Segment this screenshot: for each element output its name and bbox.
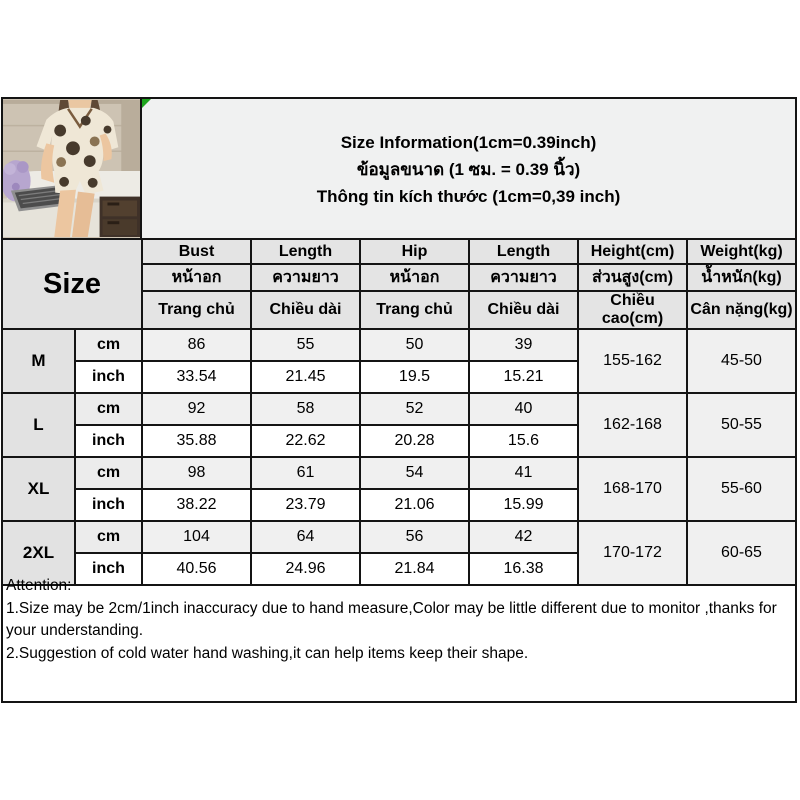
unit-label: inch [75, 489, 142, 521]
attention-note-2: 2.Suggestion of cold water hand washing,it can help items keep their shape. [6, 644, 529, 662]
value-cell: 40 [469, 393, 578, 425]
value-cell: 33.54 [142, 361, 251, 393]
height-range-m: 155-162 [578, 329, 687, 393]
value-cell: 55 [251, 329, 360, 361]
weight-range-2xl: 60-65 [687, 521, 796, 585]
col-header-weight-th: น้ำหนัก(kg) [687, 264, 796, 291]
size-label-xl: XL [2, 457, 75, 521]
title-vietnamese: Thông tin kích thước (1cm=0,39 inch) [316, 187, 621, 206]
unit-label: cm [75, 521, 142, 553]
col-header-weight-vi: Cân nặng(kg) [687, 291, 796, 329]
value-cell: 23.79 [251, 489, 360, 521]
col-header-hip-vi: Trang chủ [360, 291, 469, 329]
size-label-2xl: 2XL [2, 521, 75, 585]
col-header-height-en: Height(cm) [578, 239, 687, 264]
value-cell: 98 [142, 457, 251, 489]
row-m-cm [2, 329, 796, 361]
value-cell: 40.56 [142, 553, 251, 585]
value-cell: 35.88 [142, 425, 251, 457]
unit-label: cm [75, 457, 142, 489]
value-cell: 38.22 [142, 489, 251, 521]
value-cell: 86 [142, 329, 251, 361]
weight-range-l: 50-55 [687, 393, 796, 457]
header-row-english [2, 239, 796, 264]
weight-range-m: 45-50 [687, 329, 796, 393]
value-cell: 15.6 [469, 425, 578, 457]
unit-label: inch [75, 553, 142, 585]
col-header-weight-en: Weight(kg) [687, 239, 796, 264]
value-cell: 56 [360, 521, 469, 553]
row-xl-cm [2, 457, 796, 489]
row-l-cm [2, 393, 796, 425]
value-cell: 39 [469, 329, 578, 361]
col-header-length1-th: ความยาว [251, 264, 360, 291]
value-cell: 19.5 [360, 361, 469, 393]
attention-notes [6, 575, 792, 665]
unit-label: inch [75, 425, 142, 457]
col-header-hip-en: Hip [360, 239, 469, 264]
size-table [1, 238, 797, 586]
value-cell: 58 [251, 393, 360, 425]
size-header-cell: Size [2, 239, 142, 329]
product-photo [1, 97, 142, 240]
value-cell: 41 [469, 457, 578, 489]
value-cell: 21.45 [251, 361, 360, 393]
value-cell: 92 [142, 393, 251, 425]
size-label-l: L [2, 393, 75, 457]
unit-label: inch [75, 361, 142, 393]
row-2xl-cm [2, 521, 796, 553]
height-range-2xl: 170-172 [578, 521, 687, 585]
attention-note-1: 1.Size may be 2cm/1inch inaccuracy due to hand measure,Color may be little different due to monitor ,thanks for your understanding. [6, 599, 777, 639]
col-header-length2-th: ความยาว [469, 264, 578, 291]
value-cell: 61 [251, 457, 360, 489]
height-range-l: 162-168 [578, 393, 687, 457]
col-header-hip-th: หน้าอก [360, 264, 469, 291]
col-header-length1-en: Length [251, 239, 360, 264]
title-thai: ข้อมูลขนาด (1 ซม. = 0.39 นิ้ว) [356, 160, 581, 179]
value-cell: 16.38 [469, 553, 578, 585]
col-header-height-vi: Chiều cao(cm) [578, 291, 687, 329]
col-header-bust-en: Bust [142, 239, 251, 264]
value-cell: 22.62 [251, 425, 360, 457]
value-cell: 21.06 [360, 489, 469, 521]
unit-label: cm [75, 393, 142, 425]
value-cell: 21.84 [360, 553, 469, 585]
product-photo-illustration [3, 99, 140, 238]
value-cell: 20.28 [360, 425, 469, 457]
title-english: Size Information(1cm=0.39inch) [340, 133, 597, 152]
height-range-xl: 168-170 [578, 457, 687, 521]
col-header-bust-th: หน้าอก [142, 264, 251, 291]
value-cell: 50 [360, 329, 469, 361]
col-header-length2-en: Length [469, 239, 578, 264]
unit-label: cm [75, 329, 142, 361]
value-cell: 15.21 [469, 361, 578, 393]
value-cell: 104 [142, 521, 251, 553]
value-cell: 64 [251, 521, 360, 553]
size-label-m: M [2, 329, 75, 393]
attention-heading: Attention: [6, 577, 72, 594]
col-header-height-th: ส่วนสูง(cm) [578, 264, 687, 291]
value-cell: 24.96 [251, 553, 360, 585]
value-cell: 52 [360, 393, 469, 425]
value-cell: 42 [469, 521, 578, 553]
title-panel [142, 99, 795, 240]
excel-corner-marker-icon [142, 99, 151, 108]
col-header-bust-vi: Trang chủ [142, 291, 251, 329]
content-frame [1, 97, 797, 703]
col-header-length1-vi: Chiều dài [251, 291, 360, 329]
weight-range-xl: 55-60 [687, 457, 796, 521]
value-cell: 54 [360, 457, 469, 489]
col-header-length2-vi: Chiều dài [469, 291, 578, 329]
value-cell: 15.99 [469, 489, 578, 521]
